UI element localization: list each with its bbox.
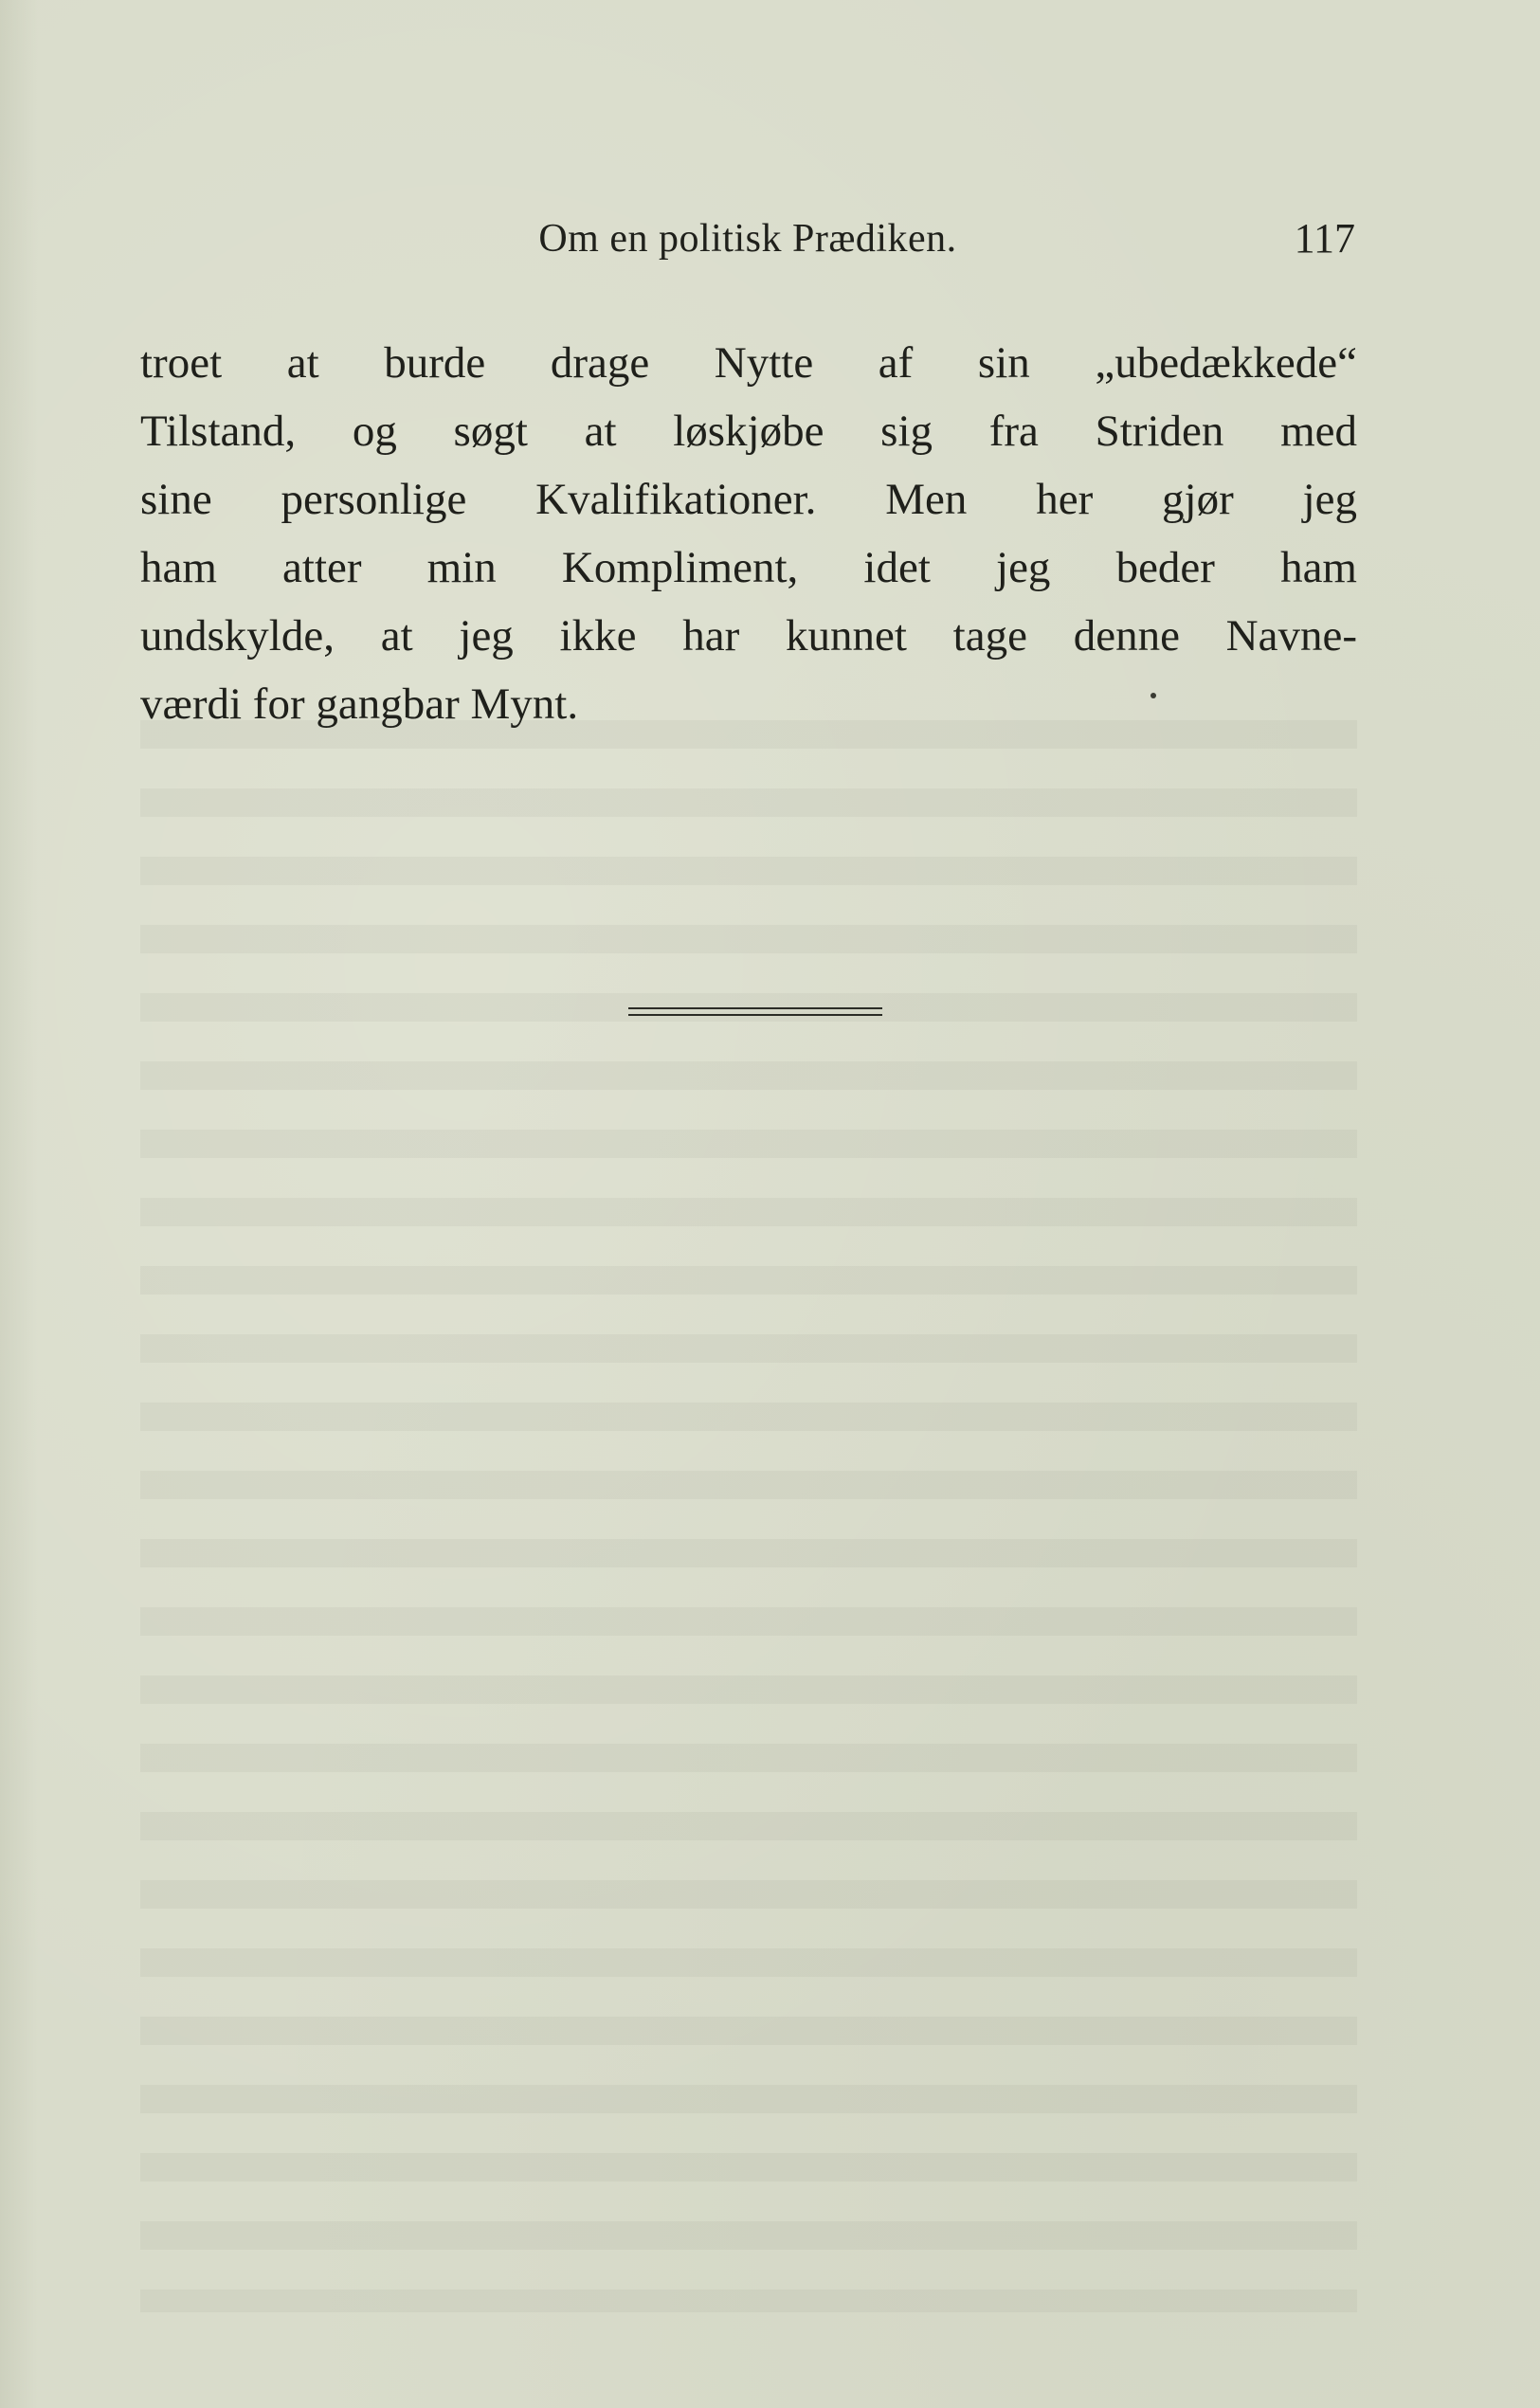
- text-line-6: værdi for gangbar Mynt.: [140, 679, 579, 729]
- rule-line-top: [628, 1007, 882, 1009]
- show-through-texture: [140, 720, 1357, 2312]
- rule-line-bottom: [628, 1014, 882, 1016]
- text-line-3: sine personlige Kvalifikationer. Men her gjør jeg: [140, 475, 1357, 524]
- text-line-2: Tilstand, og søgt at løskjøbe sig fra Striden med: [140, 407, 1357, 456]
- text-line-1: troet at burde drage Nytte af sin „ubedækkede“: [140, 338, 1357, 388]
- double-rule-divider: [628, 1007, 882, 1016]
- page-number: 117: [1294, 215, 1355, 262]
- running-title: Om en politisk Prædiken.: [538, 217, 957, 261]
- text-line-5: undskylde, at jeg ikke har kunnet tage denne Navne-: [140, 611, 1357, 661]
- text-line-4: ham atter min Kompliment, idet jeg beder ham: [140, 543, 1357, 592]
- running-head: [140, 210, 1355, 267]
- ink-speck: [1150, 693, 1156, 698]
- body-paragraph: [140, 329, 1357, 738]
